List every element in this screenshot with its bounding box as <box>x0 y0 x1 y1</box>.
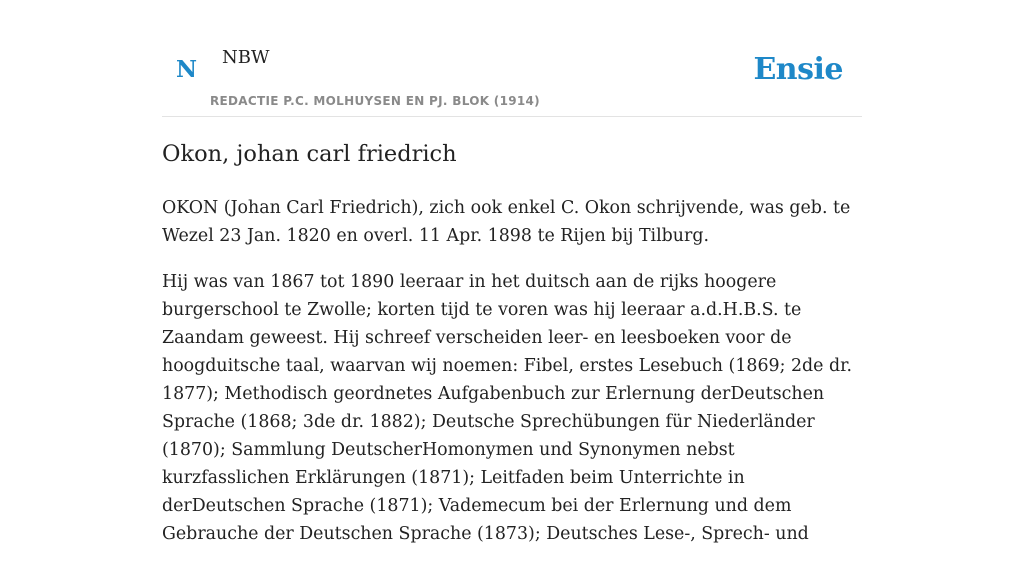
source-name[interactable]: NBW <box>222 47 270 68</box>
brand-logo[interactable]: Ensie <box>753 52 843 87</box>
article-title: Okon, johan carl friedrich <box>162 141 457 167</box>
article-paragraph: OKON (Johan Carl Friedrich), zich ook enkel C. Okon schrijvende, was geb. te Wezel 23 Jan. 1820 en overl. 11 Apr. 1898 te Rijen bij Tilburg. <box>162 198 851 246</box>
article <box>162 138 862 566</box>
source-header <box>162 0 862 117</box>
article-paragraph: Hij was van 1867 tot 1890 leeraar in het duitsch aan de rijks hoogere burgerschool te Zwolle; korten tijd te voren was hij leeraar a.d.H.B.S. te Zaandam geweest. Hij schreef verscheiden leer- en leesboeken voor de hoogduitsche taal, waarvan wij noemen: Fibel, erstes Lesebuch (1869; 2de dr. 1877); Methodisch geordnetes Aufgabenbuch zur Erlernung derDeutschen Sprache (1868; 3de dr. 1882); Deutsche Sprechübungen für Niederländer (1870); Sammlung DeutscherHomonymen und Synonymen nebst kurzfasslichen Erklärungen (1871); Leitfaden beim Unterrichte in derDeutschen Sprache (1871); Vademecum bei der Erlernung und dem Gebrauche der Deutschen Sprache (1873); Deutsches Lese-, Sprech- und <box>162 272 853 544</box>
source-logo[interactable]: N <box>176 56 198 83</box>
source-subtitle: REDACTIE P.C. MOLHUYSEN EN PJ. BLOK (1914) <box>210 94 540 108</box>
